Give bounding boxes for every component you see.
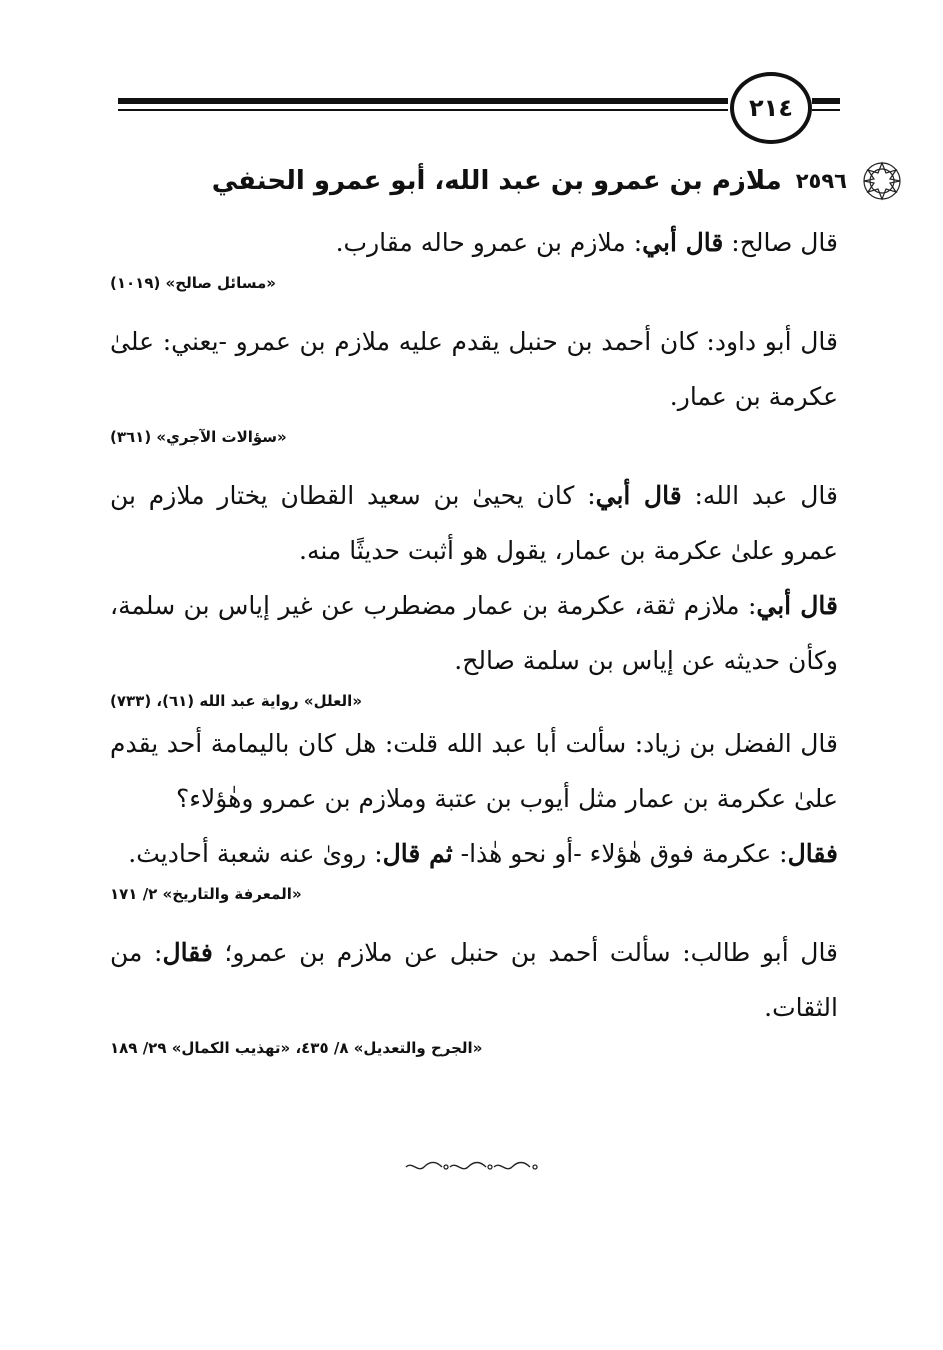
paragraph-text: قال الفضل بن زياد: سألت أبا عبد الله قلت: هل كان باليمامة أحد يقدم علىٰ عكرمة بن عمار مثل أيوب بن عتبة وملازم بن عمرو وهٰؤلاء؟ <box>110 729 838 813</box>
page-number: ٢١٤ <box>749 94 793 122</box>
entry-number: ٢٥٩٦ <box>795 169 847 193</box>
paragraph-text: قال أبو داود: كان أحمد بن حنبل يقدم عليه ملازم بن عمرو -يعني: علىٰ عكرمة بن عمار. <box>110 327 838 411</box>
entry-body <box>110 215 838 1063</box>
paragraph-lead: قال أبو طالب: سألت أحمد بن حنبل عن ملازم بن عمرو؛ <box>212 938 839 967</box>
paragraph-lead: قال صالح: <box>723 228 838 257</box>
paragraph-text: : كان يحيىٰ بن سعيد القطان يختار ملازم بن عمرو علىٰ عكرمة بن عمار، يقول هو أثبت حديثًا منه. <box>110 481 838 565</box>
ornament-icon <box>861 160 903 202</box>
paragraph-text: : ملازم ثقة، عكرمة بن عمار مضطرب عن غير إياس بن سلمة، وكأن حديثه عن إياس بن سلمة صالح. <box>110 591 838 675</box>
paragraph <box>110 925 838 1035</box>
paragraph-bold: فقال <box>787 839 838 868</box>
paragraph <box>110 468 838 578</box>
paragraph-bold: قال أبي <box>595 481 682 510</box>
header-rule-right-thick <box>812 98 840 104</box>
source-citation: «مسائل صالح» (١٠١٩) <box>110 274 276 292</box>
paragraph-text: : روىٰ عنه شعبة أحاديث. <box>128 839 383 868</box>
entry-heading <box>110 160 903 202</box>
paragraph-text: : من الثقات. <box>110 938 838 1022</box>
paragraph-bold: قال أبي <box>756 591 839 620</box>
paragraph-bold: قال أبي <box>642 228 724 257</box>
source-citation: «المعرفة والتاريخ» ٢/ ١٧١ <box>110 885 302 903</box>
header-rule-thin <box>118 109 728 111</box>
paragraph <box>110 215 838 270</box>
entry-title: ملازم بن عمرو بن عبد الله، أبو عمرو الحنفي <box>211 166 782 196</box>
paragraph-bold: ثم قال <box>382 839 453 868</box>
paragraph <box>110 826 838 881</box>
paragraph-bold: فقال <box>162 938 213 967</box>
footer-ornament-icon <box>0 1160 943 1178</box>
paragraph <box>110 314 838 424</box>
paragraph-text: : عكرمة فوق هٰؤلاء -أو نحو هٰذا- <box>452 839 788 868</box>
header-rule-thick <box>118 98 728 104</box>
paragraph-text: : ملازم بن عمرو حاله مقارب. <box>335 228 643 257</box>
paragraph-lead: قال عبد الله: <box>681 481 839 510</box>
source-citation: «سؤالات الآجري» (٣٦١) <box>110 428 287 446</box>
source-citation: «العلل» رواية عبد الله (٦١)، (٧٣٣) <box>110 692 363 710</box>
header-rule-right-thin <box>812 109 840 111</box>
paragraph <box>110 578 838 688</box>
page-number-badge <box>730 72 812 144</box>
source-citation: «الجرح والتعديل» ٨/ ٤٣٥، «تهذيب الكمال» ٢٩/ ١٨٩ <box>110 1039 483 1057</box>
paragraph <box>110 716 838 826</box>
